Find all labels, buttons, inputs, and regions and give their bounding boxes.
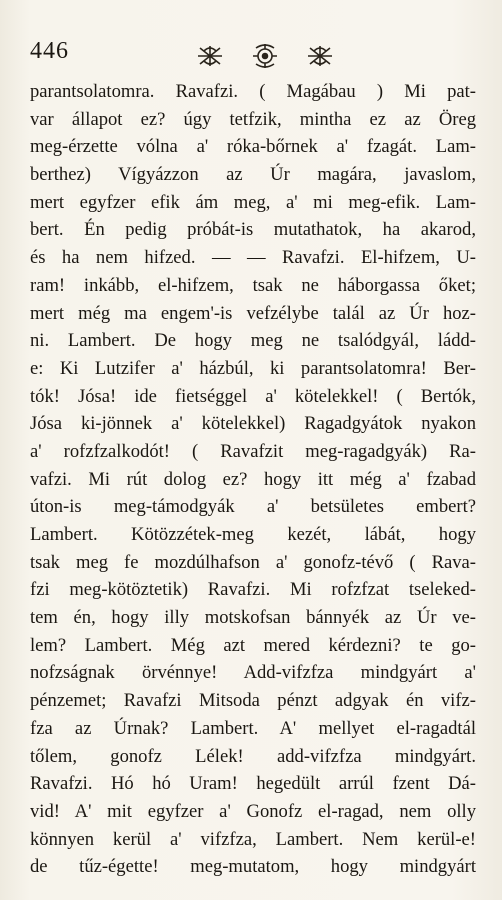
text-line: fzi meg-kötöztetik) Ravafzi. Mi rofzfzat tseleked- xyxy=(30,579,476,601)
text-line: meg-érzette vólna a' róka-bőrnek a' fzagát. Lam- xyxy=(30,136,476,158)
text-line: tók! Jósa! ide fietséggel a' kötelekkel! ( Bertók, xyxy=(30,385,476,407)
text-line: mert még ma engem'-is vefzélybe talál az Úr hoz- xyxy=(30,302,476,324)
text-line: ram! inkább, el-hifzem, tsak ne háborgassa őket; xyxy=(30,274,476,296)
text-line: pénzemet; Ravafzi Mitsoda pénzt adgyak én vifz- xyxy=(30,690,476,712)
text-line: berthez) Vígyázzon az Úr magára, javaslom, xyxy=(30,164,476,186)
page-header xyxy=(30,38,462,72)
text-line: var állapot ez? úgy tetfzik, mintha ez az Öreg xyxy=(30,108,476,130)
text-line: ni. Lambert. De hogy meg ne tsalódgyál, ládd- xyxy=(30,330,476,352)
text-line: vafzi. Mi rút dolog ez? hogy itt még a' fzabad xyxy=(30,468,476,490)
text-line: a' rofzfzalkodót! ( Ravafzit meg-ragadgyák) Ra- xyxy=(30,440,476,462)
text-line: könnyen kerül a' vifzfza, Lambert. Nem kerül-e! xyxy=(30,828,476,850)
text-line: de tűz-égette! meg-mutatom, hogy mindgyárt xyxy=(30,856,476,878)
text-line: bert. Én pedig próbát-is mutathatok, ha akarod, xyxy=(30,219,476,241)
floral-ornament-icon xyxy=(190,42,340,70)
text-line: parantsolatomra. Ravafzi. ( Magábau ) Mi pat- xyxy=(30,81,476,102)
text-line: úton-is meg-támodgyák a' betsületes embert? xyxy=(30,496,476,518)
text-line: Jósa ki-jönnek a' kötelekkel) Ragadgyátok nyakon xyxy=(30,413,476,435)
text-line: mert egyfzer efik ám meg, a' mi meg-efik. Lam- xyxy=(30,191,476,213)
page-body-text xyxy=(30,78,476,881)
text-line: tem én, hogy illy motskofsan bánnyék az Úr ve- xyxy=(30,607,476,629)
text-line: lem? Lambert. Még azt mered kérdezni? te go- xyxy=(30,634,476,656)
text-line: Ravafzi. Hó hó Uram! hegedült arrúl fzent Dá- xyxy=(30,773,476,795)
page-number: 446 xyxy=(30,38,69,64)
text-line: tsak meg fe mozdúlhafson a' gonofz-tévő ( Rava- xyxy=(30,551,476,573)
text-line: és ha nem hifzed. — — Ravafzi. El-hifzem, U- xyxy=(30,247,476,269)
text-line: fza az Úrnak? Lambert. A' mellyet el-ragadtál xyxy=(30,717,476,739)
text-line: e: Ki Lutzifer a' házbúl, ki parantsolatomra! Ber- xyxy=(30,357,476,379)
text-line: tőlem, gonofz Lélek! add-vifzfza mindgyárt. xyxy=(30,745,476,767)
text-line: Lambert. Kötözzétek-meg kezét, lábát, hogy xyxy=(30,524,476,545)
text-line: nofzságnak örvénnye! Add-vifzfza mindgyárt a' xyxy=(30,662,476,684)
text-line: vid! A' mit egyfzer a' Gonofz el-ragad, nem olly xyxy=(30,800,476,822)
